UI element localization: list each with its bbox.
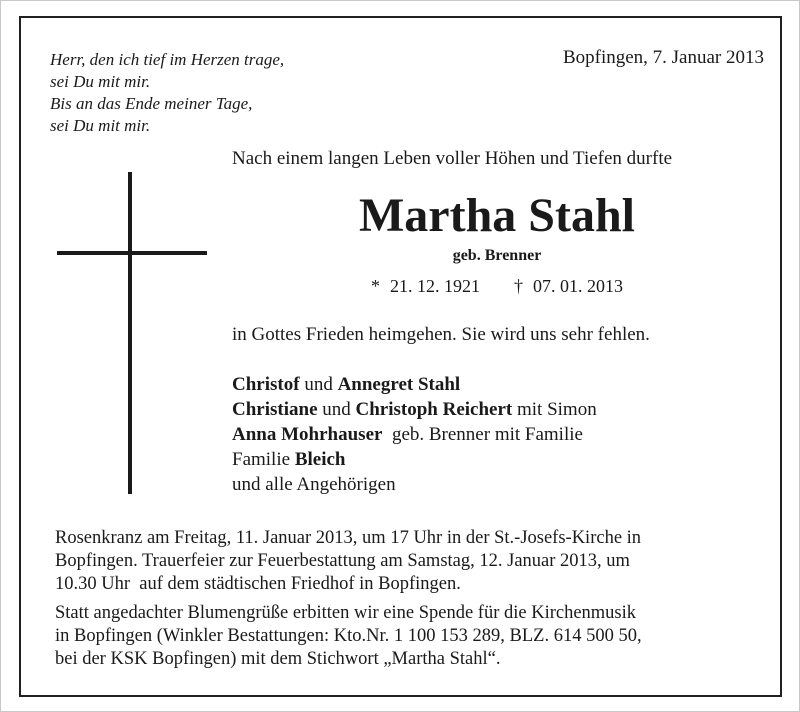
notice-line: Statt angedachter Blumengrüße erbitten wir eine Spende für die Kirchenmusik bbox=[55, 603, 637, 623]
birth-date bbox=[371, 276, 480, 297]
mourner-name: Annegret Stahl bbox=[337, 374, 461, 395]
mourner-name: Bleich bbox=[294, 449, 346, 470]
poem-line: sei Du mit mir. bbox=[50, 116, 151, 135]
notice-line: 10.30 Uhr auf dem städtischen Friedhof in Bopfingen. bbox=[55, 574, 461, 594]
mourner-line: und alle Angehörigen bbox=[232, 474, 396, 495]
mourner-name: Christiane bbox=[232, 399, 318, 420]
place-date: Bopfingen, 7. Januar 2013 bbox=[562, 47, 764, 68]
poem-line: sei Du mit mir. bbox=[50, 72, 151, 91]
poem-line: Herr, den ich tief im Herzen trage, bbox=[50, 50, 285, 69]
mourner-line bbox=[232, 372, 597, 397]
mourner-name: Christof bbox=[232, 374, 300, 395]
poem-verse bbox=[50, 49, 284, 137]
death-dagger-icon: † bbox=[514, 276, 523, 296]
mourner-suffix: mit Simon bbox=[512, 399, 597, 420]
service-notice bbox=[55, 527, 775, 677]
mourner-suffix: geb. Brenner mit Familie bbox=[382, 424, 583, 445]
notice-line: Bopfingen. Trauerfeier zur Feuerbestattung am Samstag, 12. Januar 2013, um bbox=[55, 551, 630, 571]
mourner-name: Christoph Reichert bbox=[355, 399, 513, 420]
death-date bbox=[514, 276, 623, 297]
peace-line: in Gottes Frieden heimgehen. Sie wird uns sehr fehlen. bbox=[232, 324, 650, 345]
birth-star-icon: * bbox=[371, 276, 380, 296]
mourners-list bbox=[232, 372, 597, 497]
mourner-line bbox=[232, 422, 597, 447]
notice-line: Rosenkranz am Freitag, 11. Januar 2013, um 17 Uhr in der St.-Josefs-Kirche in bbox=[55, 528, 642, 548]
joiner: und bbox=[299, 374, 338, 395]
donation-request bbox=[55, 602, 775, 671]
intro-text: Nach einem langen Leben voller Höhen und Tiefen durfte bbox=[232, 148, 673, 169]
service-details bbox=[55, 527, 775, 596]
maiden-name: geb. Brenner bbox=[452, 247, 542, 264]
poem-line: Bis an das Ende meiner Tage, bbox=[50, 94, 253, 113]
life-dates bbox=[232, 276, 762, 297]
cross-icon bbox=[128, 172, 132, 494]
mourner-line bbox=[232, 397, 597, 422]
deceased-name: Martha Stahl bbox=[359, 189, 635, 242]
birth-date-value: 21. 12. 1921 bbox=[390, 276, 480, 296]
death-date-value: 07. 01. 2013 bbox=[533, 276, 623, 296]
mourner-prefix: Familie bbox=[232, 449, 295, 470]
notice-line: bei der KSK Bopfingen) mit dem Stichwort „Martha Stahl“. bbox=[55, 649, 501, 669]
notice-line: in Bopfingen (Winkler Bestattungen: Kto.Nr. 1 100 153 289, BLZ. 614 500 50, bbox=[55, 626, 642, 646]
cross-icon-bar bbox=[57, 251, 207, 255]
mourner-name: Anna Mohrhauser bbox=[232, 424, 383, 445]
joiner: und bbox=[317, 399, 356, 420]
mourner-line bbox=[232, 447, 597, 472]
